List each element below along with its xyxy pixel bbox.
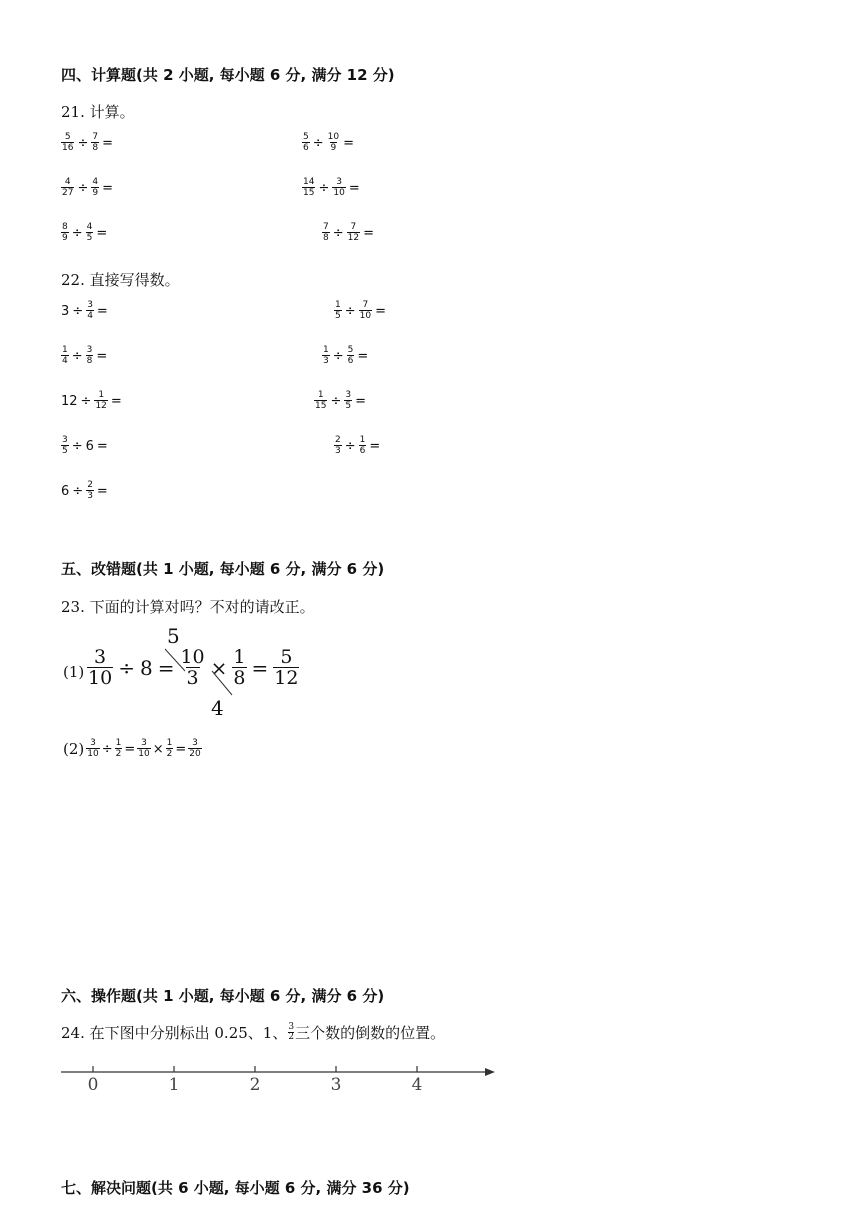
q22-item-8: $\frac{2}{3}$ ÷ $\frac{1}{6}$ = bbox=[335, 435, 381, 456]
fraction-crossed: $\frac{10}{3}$ bbox=[180, 646, 205, 689]
q21-item-5: $\frac{8}{9}$ ÷ $\frac{4}{5}$ = bbox=[62, 222, 108, 243]
question-22-title: 22. 直接写得数。 bbox=[61, 271, 180, 289]
fraction: $\frac{5}{6}$ bbox=[347, 345, 354, 366]
tick-label-4: 4 bbox=[411, 1075, 423, 1095]
q23-part1-label: (1) bbox=[63, 663, 85, 681]
tick-label-2: 2 bbox=[249, 1075, 261, 1095]
q21-item-1: $\frac{5}{16}$ ÷ $\frac{7}{8}$ = bbox=[62, 132, 113, 153]
fraction: $\frac{3}{2}$ bbox=[288, 1022, 295, 1042]
fraction-crossed: $\frac{1}{8}$ bbox=[233, 646, 246, 689]
fraction: $\frac{3}{10}$ bbox=[87, 738, 99, 759]
fraction: $\frac{3}{10}$ bbox=[138, 738, 150, 759]
question-23-title: 23. 下面的计算对吗？不对的请改正。 bbox=[61, 598, 315, 616]
cancel-annotation-4: 4 bbox=[211, 696, 224, 720]
fraction: $\frac{3}{8}$ bbox=[86, 345, 93, 366]
q22-item-7: $\frac{3}{5}$ ÷ 6 = bbox=[62, 435, 108, 456]
q23-part1-expression: $\frac{3}{10}$ ÷ 8 = $\frac{10}{3}$ × $\frac{1}{8}$ = $\frac{5}{12}$ bbox=[88, 646, 299, 689]
fraction: $\frac{5}{6}$ bbox=[303, 132, 309, 153]
question-21-title: 21. 计算。 bbox=[61, 103, 135, 121]
fraction: $\frac{7}{8}$ bbox=[92, 132, 99, 153]
q22-item-6: $\frac{1}{15}$ ÷ $\frac{3}{5}$ = bbox=[315, 390, 366, 411]
fraction: $\frac{7}{10}$ bbox=[359, 300, 372, 321]
fraction: $\frac{1}{2}$ bbox=[115, 738, 122, 759]
fraction: $\frac{3}{4}$ bbox=[87, 300, 93, 321]
q22-item-4: $\frac{1}{3}$ ÷ $\frac{5}{6}$ = bbox=[323, 345, 369, 366]
section-title-5: 五、改错题(共 1 小题, 每小题 6 分, 满分 6 分) bbox=[61, 560, 385, 578]
q22-item-1: 3 ÷ $\frac{3}{4}$ = bbox=[61, 300, 108, 321]
fraction: $\frac{5}{12}$ bbox=[274, 646, 299, 689]
fraction: $\frac{1}{2}$ bbox=[166, 738, 173, 759]
fraction: $\frac{4}{27}$ bbox=[62, 177, 74, 198]
fraction: $\frac{4}{9}$ bbox=[92, 177, 99, 198]
section-title-6: 六、操作题(共 1 小题, 每小题 6 分, 满分 6 分) bbox=[61, 987, 385, 1005]
fraction: $\frac{3}{5}$ bbox=[62, 435, 68, 456]
q21-item-3: $\frac{4}{27}$ ÷ $\frac{4}{9}$ = bbox=[62, 177, 113, 198]
fraction: $\frac{3}{10}$ bbox=[333, 177, 345, 198]
fraction: $\frac{1}{5}$ bbox=[335, 300, 341, 321]
q23-part2-expression: (2) $\frac{3}{10}$ ÷ $\frac{1}{2}$ = $\frac{3}{10}$ × $\frac{1}{2}$ = $\frac{3}{20}$ bbox=[63, 738, 201, 759]
question-24-text-post: 三个数的倒数的位置。 bbox=[295, 1024, 446, 1042]
fraction: $\frac{14}{15}$ bbox=[303, 177, 315, 198]
tick-label-0: 0 bbox=[87, 1075, 99, 1095]
fraction: $\frac{3}{5}$ bbox=[345, 390, 352, 411]
q21-item-6: $\frac{7}{8}$ ÷ $\frac{7}{12}$ = bbox=[323, 222, 374, 243]
fraction: $\frac{1}{3}$ bbox=[323, 345, 329, 366]
question-24-text-pre: 24. 在下图中分别标出 0.25、1、 bbox=[61, 1024, 288, 1042]
tick-label-3: 3 bbox=[330, 1075, 342, 1095]
fraction: $\frac{2}{3}$ bbox=[335, 435, 341, 456]
fraction: $\frac{1}{4}$ bbox=[62, 345, 68, 366]
q22-item-3: $\frac{1}{4}$ ÷ $\frac{3}{8}$ = bbox=[62, 345, 108, 366]
fraction: $\frac{3}{10}$ bbox=[88, 646, 113, 689]
cancel-annotation-5: 5 bbox=[167, 624, 180, 648]
cancel-strokes bbox=[160, 645, 240, 700]
fraction: $\frac{4}{5}$ bbox=[86, 222, 93, 243]
section-title-7: 七、解决问题(共 6 小题, 每小题 6 分, 满分 36 分) bbox=[61, 1179, 410, 1197]
fraction: $\frac{8}{9}$ bbox=[62, 222, 68, 243]
fraction: $\frac{1}{12}$ bbox=[95, 390, 107, 411]
cancel-stroke-10 bbox=[165, 649, 185, 671]
fraction: $\frac{2}{3}$ bbox=[87, 480, 93, 501]
q21-item-2: $\frac{5}{6}$ ÷ $\frac{10}{9}$ = bbox=[303, 132, 354, 153]
cancel-stroke-8 bbox=[212, 671, 232, 695]
q22-item-2: $\frac{1}{5}$ ÷ $\frac{7}{10}$ = bbox=[335, 300, 386, 321]
q22-item-5: 12 ÷ $\frac{1}{12}$ = bbox=[61, 390, 122, 411]
question-24-title bbox=[61, 1022, 445, 1043]
tick-label-1: 1 bbox=[168, 1075, 180, 1095]
fraction: $\frac{1}{15}$ bbox=[315, 390, 327, 411]
fraction: $\frac{5}{16}$ bbox=[62, 132, 74, 153]
fraction: $\frac{7}{12}$ bbox=[347, 222, 360, 243]
number-line bbox=[55, 1058, 505, 1098]
fraction: $\frac{7}{8}$ bbox=[323, 222, 329, 243]
section-title-4: 四、计算题(共 2 小题, 每小题 6 分, 满分 12 分) bbox=[61, 66, 395, 84]
q21-item-4: $\frac{14}{15}$ ÷ $\frac{3}{10}$ = bbox=[303, 177, 360, 198]
q22-item-9: 6 ÷ $\frac{2}{3}$ = bbox=[61, 480, 108, 501]
fraction: $\frac{3}{20}$ bbox=[189, 738, 201, 759]
fraction: $\frac{10}{9}$ bbox=[327, 132, 340, 153]
fraction: $\frac{1}{6}$ bbox=[359, 435, 366, 456]
number-line-arrow bbox=[485, 1068, 495, 1076]
